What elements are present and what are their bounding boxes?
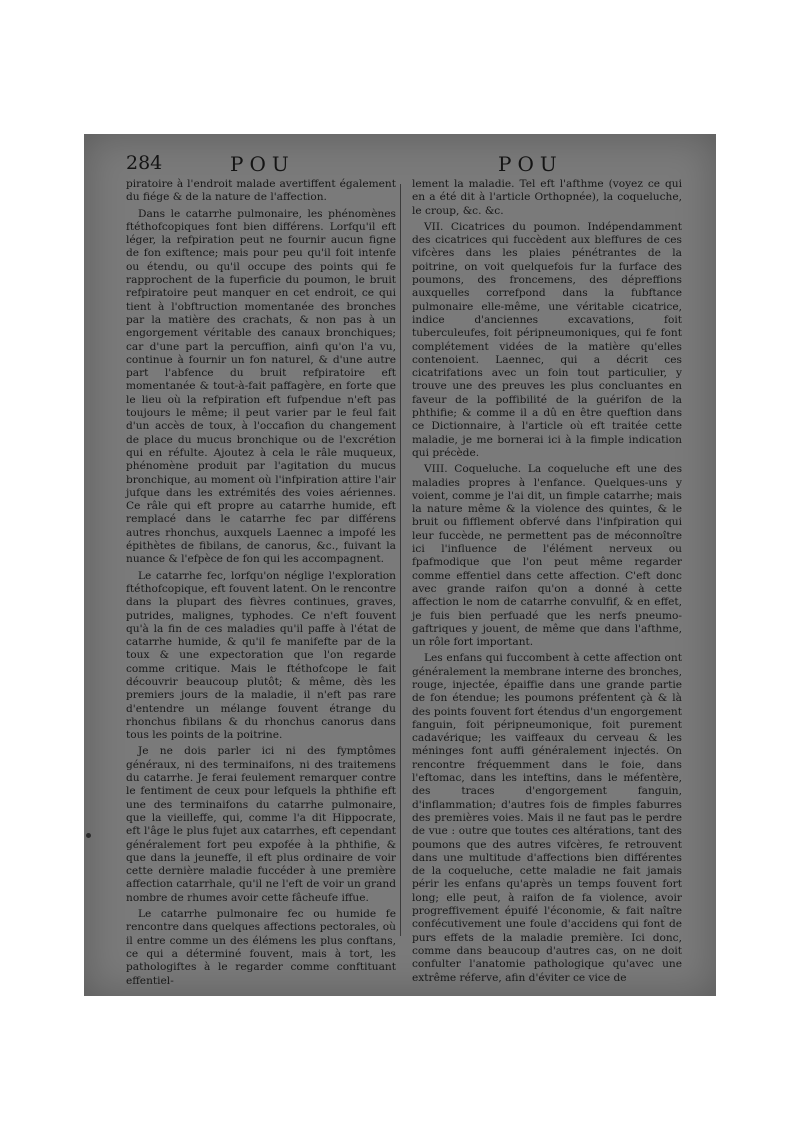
right-column: [412, 178, 682, 988]
section-cicatrices: VII. Cicatrices du poumon. Indépendamment des cicatrices qui fuccèdent aux bleffures de ces vifcères dans les plaies pénétrantes de la poitrine, on voit quelquefois fur la furface des poumons, des froncemens, des dépreffions auxquelles correfpond dans la fubftance pulmonaire elle-même, une véritable cicatrice, indice d'anciennes excavations, foit tuberculeufes, foit péripneumoniques, qui fe font complétement vidées de la matière qu'elles contenoient. Laennec, qui a décrit ces cicatrifations avec un foin tout particulier, y trouve une des preuves les plus concluantes en faveur de la poffibilité de la guérifon de la phthifie; & comme il a dû en être queftion dans ce Dictionnaire, à l'article où eft traitée cette maladie, je me bornerai ici à la fimple indication qui précède.: [412, 220, 682, 459]
paragraph: piratoire à l'endroit malade avertiffent également du fiége & de la nature de l'affection.: [126, 178, 396, 204]
paragraph: lement la maladie. Tel eft l'afthme (voyez ce qui en a été dit à l'article Orthopnée), la coqueluche, le croup, &c. &c.: [412, 178, 682, 217]
paragraph: Le catarrhe fec, lorfqu'on néglige l'exploration ftéthofcopique, eft fouvent latent. On le rencontre dans la plupart des fièvres continues, graves, putrides, malignes, typhodes. Ce n'eft fouvent qu'à la fin de ces maladies qu'il paffe à l'état de catarrhe humide, & qu'il fe manifefte par de la toux & une expectoration que l'on regarde comme critique. Mais le ftéthofcope le fait découvrir beaucoup plutôt; & même, dès les premiers jours de la maladie, il n'eft pas rare d'entendre un mélange fouvent étrange du rhonchus fibilans & du rhonchus canorus dans tous les points de la poitrine.: [126, 569, 396, 742]
paragraph: Les enfans qui fuccombent à cette affection ont généralement la membrane interne des bronches, rouge, injectée, épaiffie dans une grande partie de fon étendue; les poumons préfentent çà & là des points fouvent fort étendus d'un engorgement fanguin, foit péripneumonique, foit purement cadavérique; les vaiffeaux du cerveau & les méninges font auffi généralement injectés. On rencontre fréquemment dans le foie, dans l'eftomac, dans les inteftins, dans le méfentère, des traces d'engorgement fanguin, d'inflammation; d'autres fois de fimples faburres des premières voies. Mais il ne faut pas le perdre de vue : outre que toutes ces altérations, tant des poumons que des autres vifcères, fe retrouvent dans une multitude d'affections bien différentes de la coqueluche, cette maladie ne fait jamais périr les enfans qu'après un temps fouvent fort long; elle peut, à raifon de fa violence, avoir progreffivement épuifé l'économie, & fait naître confécutivement une foule d'accidens qui font de purs effets de la maladie première. Ici donc, comme dans beaucoup d'autres cas, on ne doit confulter l'anatomie pathologique qu'avec une extrême réferve, afin d'éviter ce vice de: [412, 652, 682, 984]
page-header: [84, 148, 716, 178]
column-divider: [400, 184, 401, 936]
scanned-page: [84, 134, 716, 996]
paragraph: Le catarrhe pulmonaire fec ou humide fe rencontre dans quelques affections pectorales, où il entre comme un des élémens les plus conftans, ce qui a déterminé fouvent, mais à tort, les pathologiftes à le regarder comme conftituant effentiel-: [126, 908, 396, 987]
ink-spot: [86, 833, 91, 838]
left-column: [126, 178, 396, 991]
section-coqueluche: VIII. Coqueluche. La coqueluche eft une des maladies propres à l'enfance. Quelques-uns y voient, comme je l'ai dit, un fimple catarrhe; mais la nature même & la violence des quintes, & le bruit ou fifflement obfervé dans l'infpiration qui leur fuccède, ne permettent pas de méconnoître ici l'influence de l'élément nerveux ou fpafmodique que l'on peut même regarder comme effentiel dans cette affection. C'eft donc avec grande raifon qu'on a donné à cette affection le nom de catarrhe convulfif, & en effet, je fuis bien perfuadé que les nerfs pneumo-gaftriques y jouent, de même que dans l'afthme, un rôle fort important.: [412, 463, 682, 649]
page-number: 284: [126, 152, 163, 174]
paragraph: Je ne dois parler ici ni des fymptômes généraux, ni des terminaifons, ni des traitemens du catarrhe. Je ferai feulement remarquer contre le fentiment de ceux pour lefquels la phthifie eft une des terminaifons du catarrhe pulmonaire, que la vieilleffe, qui, comme l'a dit Hippocrate, eft l'âge le plus fujet aux catarrhes, eft cependant généralement fort peu expofée à la phthifie, & que dans la jeuneffe, il eft plus ordinaire de voir cette dernière maladie fuccéder à une première affection catarrhale, qu'il ne l'eft de voir un grand nombre de rhumes avoir cette fâcheufe iffue.: [126, 745, 396, 904]
running-head-left: POU: [230, 152, 295, 176]
paragraph: Dans le catarrhe pulmonaire, les phénomènes ftéthofcopiques font bien différens. Lorfqu'il eft léger, la refpiration peut ne fournir aucun figne de fon exiftence; mais pour peu qu'il foit intenfe ou étendu, ou qu'il occupe des points qui fe rapprochent de la fuperficie du poumon, le bruit refpiratoire peut manquer en cet endroit, ce qui tient à l'obftruction momentanée des bronches par la matière des crachats, & non pas à un engorgement véritable des canaux bronchiques; car d'une part la percuffion, ainfi qu'on l'a vu, continue à fournir un fon naturel, & d'une autre part l'abfence du bruit refpiratoire eft momentanée & tout-à-fait paffagère, en forte que le lieu où la refpiration eft fufpendue n'eft pas toujours le même; il peut varier par le feul fait d'un accès de toux, à l'occafion du changement de place du mucus bronchique ou de l'excrétion qui en réfulte. Ajoutez à cela le râle muqueux, phénomène produit par l'agitation du mucus bronchique, au moment où l'infpiration attire l'air jufque dans les extrémités des voies aériennes. Ce râle qui eft propre au catarrhe humide, eft remplacé dans le catarrhe fec par différens autres rhonchus, auxquels Laennec a impofé les épithètes de fibilans, de canorus, &c., fuivant la nuance & l'efpèce de fon qui les accompagnent.: [126, 207, 396, 566]
running-head-right: POU: [498, 152, 563, 176]
